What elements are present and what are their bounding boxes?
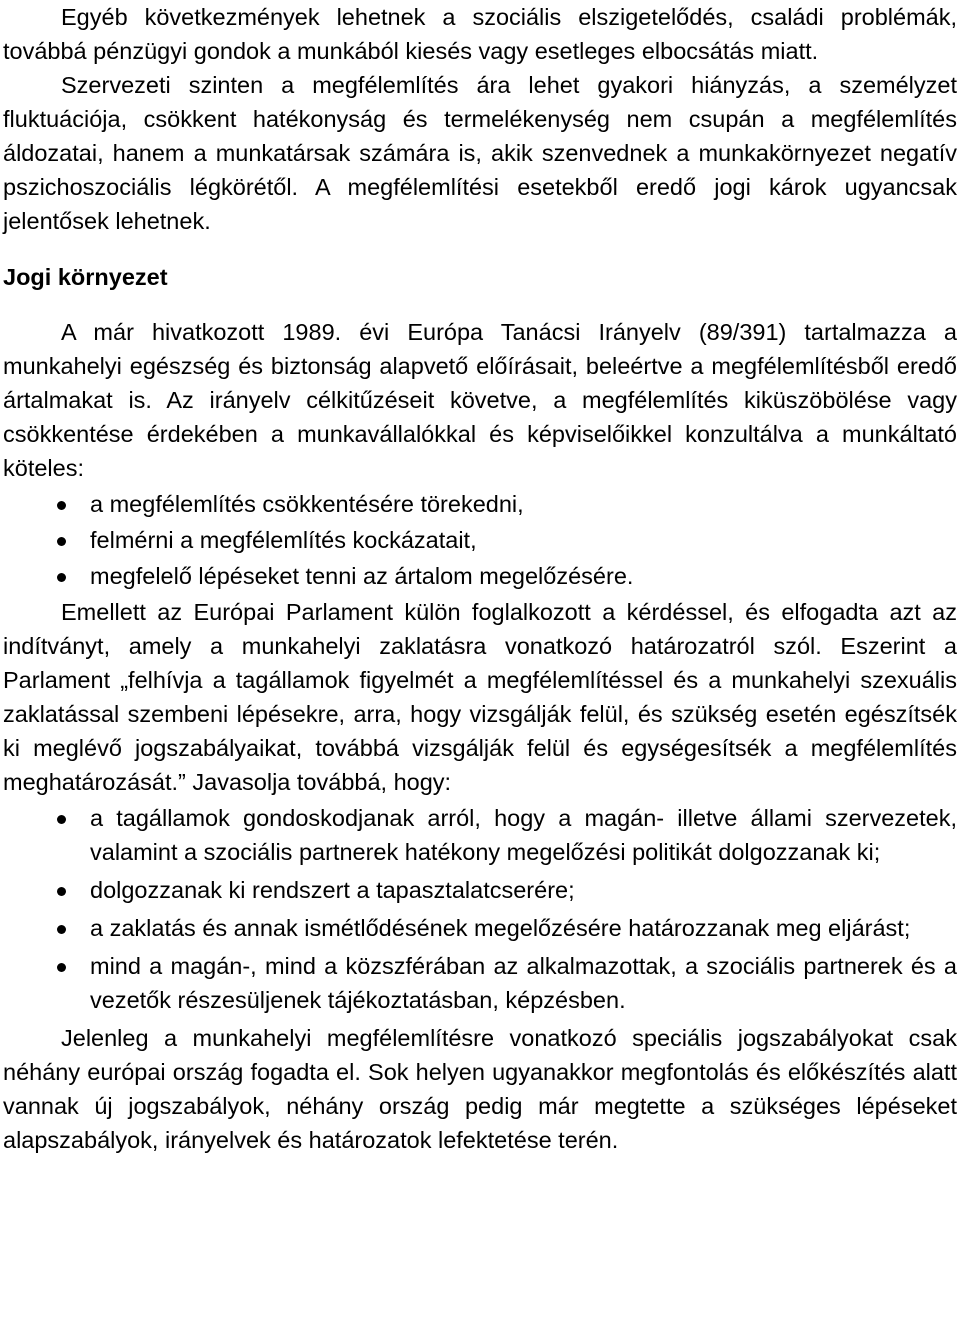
list-item: a megfélemlítés csökkentésére törekedni, bbox=[3, 487, 957, 521]
bullet-icon bbox=[57, 815, 66, 824]
employer-obligations-list bbox=[3, 487, 957, 593]
paragraph-organizational-costs: Szervezeti szinten a megfélemlítés ára lehet gyakori hiányzás, a személyzet fluktuációja, csökkent hatékonyság és termelékenység nem csupán a megfélemlítés áldozatai, hanem a munkatársak számára is, akik szenvednek a munkakörnyezet negatív pszichoszociális légkörétől. A megfélemlítési esetekből eredő jogi károk ugyancsak jelentősek lehetnek. bbox=[3, 72, 957, 234]
bullet-icon bbox=[57, 963, 66, 972]
paragraph-current-legislation: Jelenleg a munkahelyi megfélemlítésre vonatkozó speciális jogszabályokat csak néhány európai ország fogadta el. Sok helyen ugyanakkor megfontolás és előkészítés alatt vannak új jogszabályok, néhány ország pedig már megtette a szükséges lépéseket alapszabályok, irányelvek és határozatok lefektetése terén. bbox=[3, 1025, 957, 1153]
bullet-icon bbox=[57, 925, 66, 934]
list-item: mind a magán-, mind a közszférában az alkalmazottak, a szociális partnerek és a vezetők részesüljenek tájékoztatásban, képzésben. bbox=[3, 949, 957, 1017]
paragraph-consequences: Egyéb következmények lehetnek a szociális elszigetelődés, családi problémák, továbbá pénzügyi gondok a munkából kiesés vagy esetleges elbocsátás miatt. bbox=[3, 4, 957, 64]
bullet-icon bbox=[57, 501, 66, 510]
list-item: dolgozzanak ki rendszert a tapasztalatcserére; bbox=[3, 873, 957, 907]
list-item: felmérni a megfélemlítés kockázatait, bbox=[3, 523, 957, 557]
bullet-icon bbox=[57, 573, 66, 582]
parliament-recommendations-list bbox=[3, 801, 957, 1017]
list-item: a zaklatás és annak ismétlődésének megelőzésére határozzanak meg eljárást; bbox=[3, 911, 957, 945]
list-item: a tagállamok gondoskodjanak arról, hogy a magán- illetve állami szervezetek, valamint a szociális partnerek hatékony megelőzési politikát dolgozzanak ki; bbox=[3, 801, 957, 869]
list-item: megfelelő lépéseket tenni az ártalom megelőzésére. bbox=[3, 559, 957, 593]
paragraph-eu-directive: A már hivatkozott 1989. évi Európa Tanácsi Irányelv (89/391) tartalmazza a munkahelyi egészség és biztonság alapvető előírásait, beleértve a megfélemlítésből eredő ártalmakat is. Az irányelv célkitűzéseit követve, a megfélemlítés kiküszöbölése vagy csökkentése érdekében a munkavállalókkal és képviselőikkel konzultálva a munkáltató köteles: bbox=[3, 319, 957, 481]
bullet-icon bbox=[57, 537, 66, 546]
bullet-icon bbox=[57, 887, 66, 896]
paragraph-european-parliament: Emellett az Európai Parlament külön foglalkozott a kérdéssel, és elfogadta azt az indítványt, amely a munkahelyi zaklatásra vonatkozó határozatról szól. Eszerint a Parlament „felhívja a tagállamok figyelmét a megfélemlítéssel és a munkahelyi szexuális zaklatással szembeni lépésekre, arra, hogy vizsgálják felül, és szükség esetén egészítsék ki meglévő jogszabályaikat, továbbá vizsgálják felül és egységesítsék a megfélemlítés meghatározását.” Javasolja továbbá, hogy: bbox=[3, 599, 957, 795]
section-heading-legal-environment: Jogi környezet bbox=[3, 264, 168, 290]
